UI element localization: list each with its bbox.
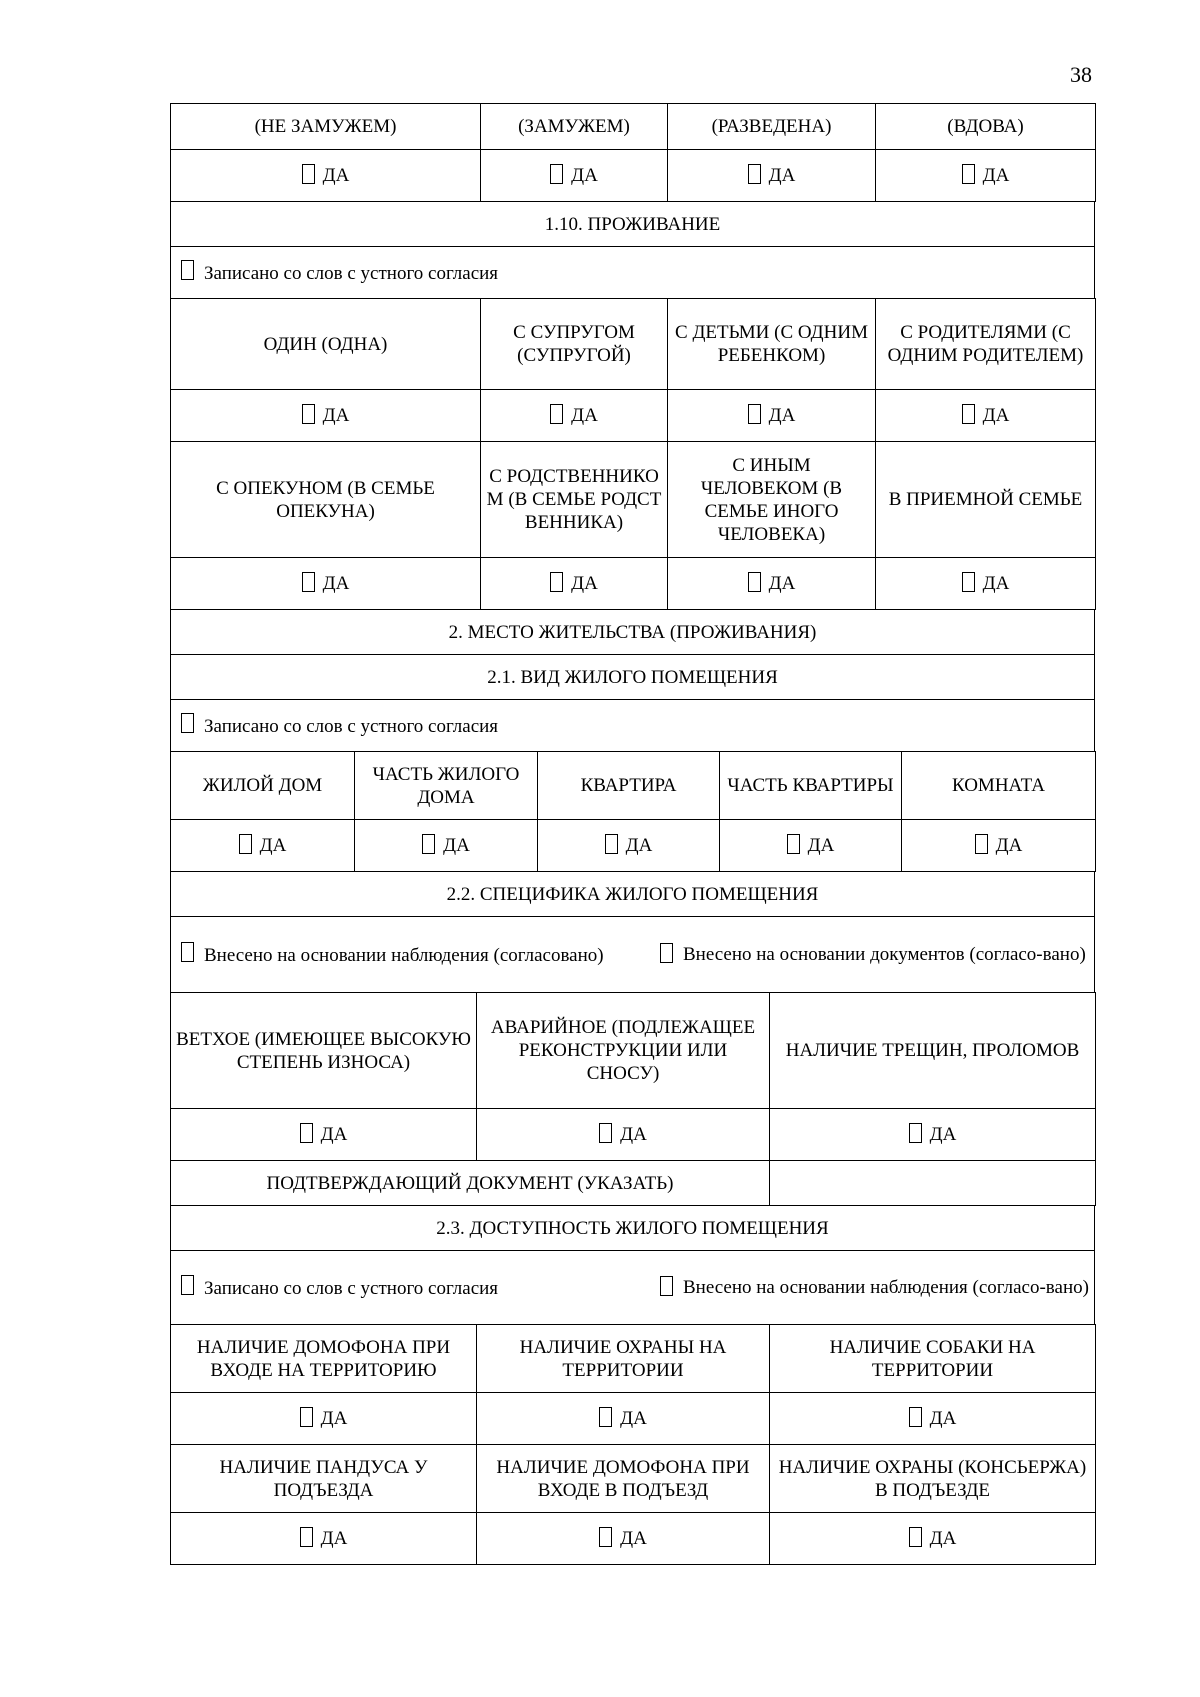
- yes-option[interactable]: [550, 405, 598, 426]
- checkbox[interactable]: [599, 1407, 612, 1427]
- yes-label: ДА: [982, 165, 1010, 186]
- checkbox[interactable]: [181, 942, 194, 962]
- checkbox[interactable]: [300, 1407, 313, 1427]
- checkbox[interactable]: [962, 572, 975, 592]
- marital-header: (ЗАМУЖЕМ): [481, 104, 668, 150]
- yes-option[interactable]: [599, 1124, 647, 1145]
- living-option-header: В ПРИЕМНОЙ СЕМЬЕ: [876, 442, 1096, 558]
- marital-status-table: [170, 103, 1096, 202]
- checkbox[interactable]: [748, 572, 761, 592]
- yes-label: ДА: [929, 1408, 957, 1429]
- housing-type-header: ЧАСТЬ ЖИЛОГО ДОМА: [355, 752, 538, 820]
- yes-label: ДА: [768, 573, 796, 594]
- yes-label: ДА: [320, 1408, 348, 1429]
- yes-label: ДА: [620, 1124, 647, 1145]
- living-option-header: С ОПЕКУНОМ (В СЕМЬЕ ОПЕКУНА): [171, 442, 481, 558]
- checkbox[interactable]: [660, 1276, 673, 1296]
- yes-option[interactable]: [909, 1124, 957, 1145]
- housing-type-header: ЧАСТЬ КВАРТИРЫ: [720, 752, 902, 820]
- accessibility-header: НАЛИЧИЕ ДОМОФОНА ПРИ ВХОДЕ В ПОДЪЕЗД: [477, 1445, 770, 1513]
- yes-option[interactable]: [748, 573, 796, 594]
- yes-option[interactable]: [300, 1124, 348, 1145]
- yes-label: ДА: [620, 1528, 647, 1549]
- checkbox[interactable]: [550, 164, 563, 184]
- yes-option[interactable]: [302, 573, 350, 594]
- yes-option[interactable]: [962, 165, 1010, 186]
- yes-option[interactable]: [909, 1528, 957, 1549]
- consent-note: Записано со слов с устного согласия: [204, 715, 499, 737]
- questionnaire-form: [170, 104, 1095, 1565]
- checkbox[interactable]: [302, 404, 315, 424]
- marital-header: (ВДОВА): [876, 104, 1096, 150]
- yes-option[interactable]: [748, 165, 796, 186]
- yes-option[interactable]: [962, 405, 1010, 426]
- accessibility-header: НАЛИЧИЕ СОБАКИ НА ТЕРРИТОРИИ: [770, 1325, 1096, 1393]
- accessibility-header: НАЛИЧИЕ ОХРАНЫ (КОНСЬЕРЖА) В ПОДЪЕЗДЕ: [770, 1445, 1096, 1513]
- accessibility-header: НАЛИЧИЕ ПАНДУСА У ПОДЪЕЗДА: [171, 1445, 477, 1513]
- accessibility-title-table: [170, 1205, 1095, 1325]
- checkbox[interactable]: [599, 1527, 612, 1547]
- living-option-header: С РОДСТВЕННИКОМ (В СЕМЬЕ РОДСТВЕННИКА): [481, 442, 668, 558]
- checkbox[interactable]: [550, 404, 563, 424]
- yes-label: ДА: [322, 405, 350, 426]
- accessibility-table: [170, 1324, 1096, 1565]
- specifics-header: НАЛИЧИЕ ТРЕЩИН, ПРОЛОМОВ: [770, 993, 1096, 1109]
- yes-option[interactable]: [975, 835, 1023, 856]
- yes-option[interactable]: [605, 835, 653, 856]
- checkbox[interactable]: [660, 943, 673, 963]
- living-title-table: [170, 201, 1095, 299]
- checkbox[interactable]: [181, 1275, 194, 1295]
- checkbox[interactable]: [181, 260, 194, 280]
- marital-header: (РАЗВЕДЕНА): [668, 104, 876, 150]
- section-title: 2. МЕСТО ЖИТЕЛЬСТВА (ПРОЖИВАНИЯ): [171, 610, 1095, 655]
- checkbox[interactable]: [300, 1527, 313, 1547]
- checkbox[interactable]: [748, 404, 761, 424]
- yes-option[interactable]: [300, 1528, 348, 1549]
- housing-type-header: КОМНАТА: [902, 752, 1096, 820]
- checkbox[interactable]: [962, 404, 975, 424]
- checkbox[interactable]: [748, 164, 761, 184]
- checkbox[interactable]: [239, 834, 252, 854]
- yes-option[interactable]: [422, 835, 470, 856]
- consent-note: [181, 1275, 498, 1299]
- yes-label: ДА: [929, 1528, 957, 1549]
- yes-label: ДА: [807, 835, 835, 856]
- section-title: 2.3. ДОСТУПНОСТЬ ЖИЛОГО ПОМЕЩЕНИЯ: [171, 1206, 1095, 1251]
- living-option-header: ОДИН (ОДНА): [171, 299, 481, 390]
- checkbox[interactable]: [605, 834, 618, 854]
- documents-note: [660, 943, 1090, 966]
- yes-option[interactable]: [302, 165, 350, 186]
- yes-label: ДА: [320, 1528, 348, 1549]
- yes-label: ДА: [571, 165, 598, 186]
- note-text: Внесено на основании наблюдения (согласовано): [204, 944, 604, 966]
- note-text: Записано со слов с устного согласия: [204, 1277, 499, 1299]
- yes-label: ДА: [571, 573, 598, 594]
- yes-label: ДА: [571, 405, 598, 426]
- yes-label: ДА: [929, 1124, 957, 1145]
- accessibility-header: НАЛИЧИЕ ОХРАНЫ НА ТЕРРИТОРИИ: [477, 1325, 770, 1393]
- note-text: Внесено на основании документов (согласо-вано): [683, 943, 1086, 965]
- living-option-header: С РОДИТЕЛЯМИ (С ОДНИМ РОДИТЕЛЕМ): [876, 299, 1096, 390]
- yes-label: ДА: [620, 1408, 647, 1429]
- checkbox[interactable]: [909, 1527, 922, 1547]
- section-title: 1.10. ПРОЖИВАНИЕ: [171, 202, 1095, 247]
- housing-type-title-table: [170, 609, 1095, 752]
- yes-option[interactable]: [239, 835, 287, 856]
- yes-option[interactable]: [300, 1408, 348, 1429]
- yes-label: ДА: [322, 573, 350, 594]
- marital-header: (НЕ ЗАМУЖЕМ): [171, 104, 481, 150]
- yes-label: ДА: [982, 405, 1010, 426]
- checkbox[interactable]: [909, 1407, 922, 1427]
- checkbox[interactable]: [302, 164, 315, 184]
- living-option-header: С ИНЫМ ЧЕЛОВЕКОМ (В СЕМЬЕ ИНОГО ЧЕЛОВЕКА): [668, 442, 876, 558]
- checkbox[interactable]: [787, 834, 800, 854]
- yes-option[interactable]: [550, 165, 598, 186]
- consent-note: Записано со слов с устного согласия: [204, 262, 499, 284]
- accessibility-header: НАЛИЧИЕ ДОМОФОНА ПРИ ВХОДЕ НА ТЕРРИТОРИЮ: [171, 1325, 477, 1393]
- yes-option[interactable]: [909, 1408, 957, 1429]
- yes-label: ДА: [625, 835, 653, 856]
- checkbox[interactable]: [300, 1123, 313, 1143]
- yes-label: ДА: [322, 165, 350, 186]
- yes-label: ДА: [259, 835, 287, 856]
- yes-option[interactable]: [748, 405, 796, 426]
- supporting-document-field[interactable]: [770, 1161, 1096, 1206]
- checkbox[interactable]: [962, 164, 975, 184]
- yes-label: ДА: [768, 405, 796, 426]
- yes-option[interactable]: [302, 405, 350, 426]
- section-title: 2.1. ВИД ЖИЛОГО ПОМЕЩЕНИЯ: [171, 655, 1095, 700]
- note-text: Внесено на основании наблюдения (согласо-вано): [683, 1276, 1089, 1298]
- yes-option[interactable]: [550, 573, 598, 594]
- yes-option[interactable]: [599, 1408, 647, 1429]
- yes-option[interactable]: [599, 1528, 647, 1549]
- page-number: 38: [1070, 62, 1092, 87]
- yes-option[interactable]: [787, 835, 835, 856]
- checkbox[interactable]: [909, 1123, 922, 1143]
- checkbox[interactable]: [181, 713, 194, 733]
- specifics-header: АВАРИЙНОЕ (ПОДЛЕЖАЩЕЕ РЕКОНСТРУКЦИИ ИЛИ СНОСУ): [477, 993, 770, 1109]
- yes-label: ДА: [443, 835, 470, 856]
- yes-label: ДА: [320, 1124, 348, 1145]
- housing-type-header: КВАРТИРА: [538, 752, 720, 820]
- checkbox[interactable]: [550, 572, 563, 592]
- observation-note: [181, 942, 604, 966]
- yes-option[interactable]: [962, 573, 1010, 594]
- living-option-header: С ДЕТЬМИ (С ОДНИМ РЕБЕНКОМ): [668, 299, 876, 390]
- checkbox[interactable]: [975, 834, 988, 854]
- housing-specifics-title-table: [170, 871, 1095, 993]
- checkbox[interactable]: [422, 834, 435, 854]
- yes-label: ДА: [995, 835, 1023, 856]
- specifics-header: ВЕТХОЕ (ИМЕЮЩЕЕ ВЫСОКУЮ СТЕПЕНЬ ИЗНОСА): [171, 993, 477, 1109]
- housing-type-header: ЖИЛОЙ ДОМ: [171, 752, 355, 820]
- yes-label: ДА: [982, 573, 1010, 594]
- yes-label: ДА: [768, 165, 796, 186]
- housing-type-table: [170, 751, 1096, 872]
- section-title: 2.2. СПЕЦИФИКА ЖИЛОГО ПОМЕЩЕНИЯ: [171, 872, 1095, 917]
- checkbox[interactable]: [599, 1123, 612, 1143]
- housing-specifics-table: [170, 992, 1096, 1206]
- living-table: [170, 298, 1096, 610]
- living-option-header: С СУПРУГОМ (СУПРУГОЙ): [481, 299, 668, 390]
- checkbox[interactable]: [302, 572, 315, 592]
- observation-note: [660, 1276, 1090, 1299]
- supporting-document-label: ПОДТВЕРЖДАЮЩИЙ ДОКУМЕНТ (УКАЗАТЬ): [171, 1161, 770, 1206]
